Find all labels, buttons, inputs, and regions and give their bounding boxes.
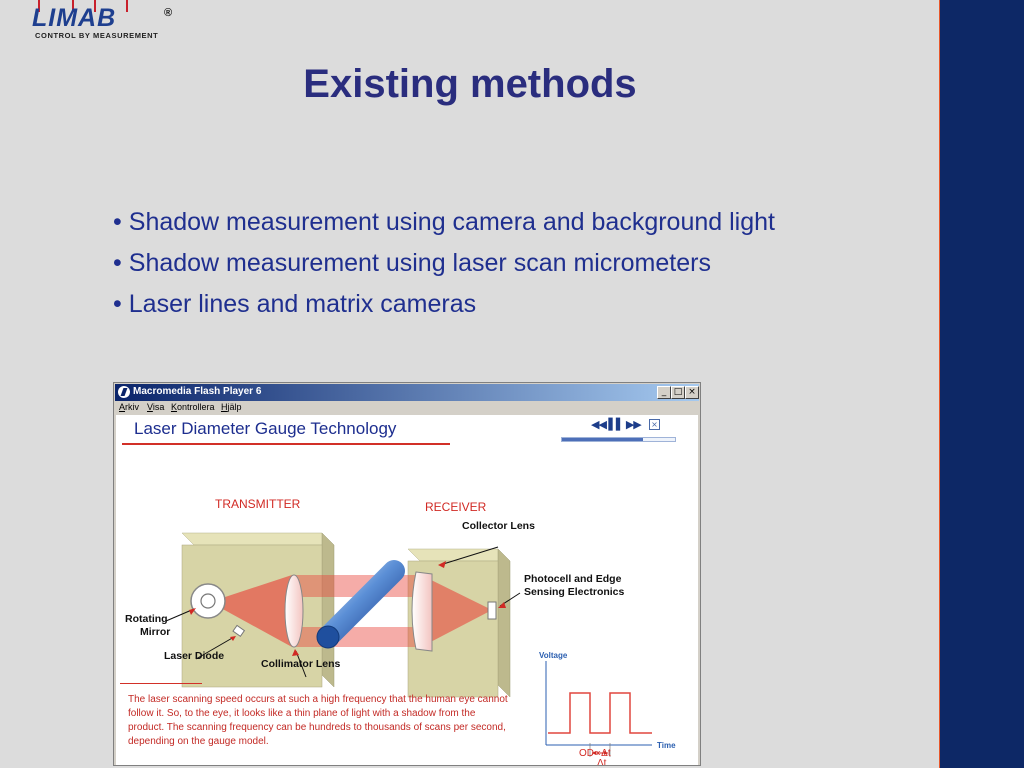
laser-diode-label: Laser Diode xyxy=(164,650,225,662)
menu-arkiv[interactable]: Arkiv xyxy=(119,402,140,412)
flash-app-icon xyxy=(118,386,130,398)
bullet-text: Shadow measurement using laser scan micrometers xyxy=(128,249,711,277)
photocell-label-line2: Sensing Electronics xyxy=(524,586,625,598)
bullet-item xyxy=(113,243,775,284)
collimator-lens-label: Collimator Lens xyxy=(261,658,341,670)
slide-title: Existing methods xyxy=(303,62,637,106)
logo-wordmark: LIMAB xyxy=(32,4,117,32)
logo-red-stripe xyxy=(126,0,128,12)
photocell-label-line1: Photocell and Edge xyxy=(524,573,622,585)
explanation-caption: The laser scanning speed occurs at such a high frequency that the human eye cannot follow it. So, to the eye, it looks like a thin plane of light with a shadow from the product. The scanning frequency can be hundreds to thousands of scans per second, depending on the gauge model. xyxy=(128,694,508,747)
menu-bar xyxy=(115,401,699,415)
collector-lens-icon xyxy=(412,572,432,651)
bullet-text: Laser lines and matrix cameras xyxy=(128,290,477,318)
square-wave-signal xyxy=(548,693,652,733)
bullet-item xyxy=(113,202,775,243)
animation-heading: Laser Diameter Gauge Technology xyxy=(134,419,397,438)
close-button[interactable]: × xyxy=(685,386,699,399)
menu-kontrollera[interactable]: Kontrollera xyxy=(171,402,215,412)
chart-y-label: Voltage xyxy=(539,651,568,660)
player-close-icon[interactable]: × xyxy=(649,419,660,430)
menu-visa[interactable]: Visa xyxy=(147,402,165,412)
logo-tagline: CONTROL BY MEASUREMENT xyxy=(35,31,159,40)
minimize-button[interactable]: _ xyxy=(657,386,671,399)
flash-content xyxy=(116,415,698,765)
delta-t-label: Δt xyxy=(597,758,607,765)
registered-mark: ® xyxy=(164,7,173,19)
bullet-item xyxy=(113,284,775,325)
maximize-button[interactable]: □ xyxy=(671,386,685,399)
bullet-dot: • xyxy=(113,290,122,318)
rotating-label: Rotating xyxy=(125,613,168,625)
chart-x-label: Time xyxy=(657,741,676,750)
caption-divider xyxy=(120,683,202,684)
playback-controls xyxy=(561,418,676,444)
transmitter-box-top xyxy=(182,533,334,545)
receiver-box-side xyxy=(498,549,510,697)
mirror-label: Mirror xyxy=(140,626,171,638)
menu-hjalp[interactable]: Hjälp xyxy=(221,402,242,412)
bullet-text: Shadow measurement using camera and background light xyxy=(128,208,775,236)
bullet-dot: • xyxy=(113,249,122,277)
collimator-lens-icon xyxy=(285,575,303,647)
heading-underline xyxy=(122,443,450,445)
play-pause-controls[interactable]: ◀◀ ▌▌ ▶▶ xyxy=(591,418,641,431)
laser-beam-lower xyxy=(292,627,421,647)
window-title: Macromedia Flash Player 6 xyxy=(133,386,262,397)
formula-label: OD∝Δt xyxy=(579,748,611,759)
flash-player-window xyxy=(113,382,701,766)
playback-progress-bar[interactable] xyxy=(561,437,676,442)
window-titlebar xyxy=(115,384,699,401)
photocell-icon xyxy=(488,602,496,619)
receiver-label: RECEIVER xyxy=(425,500,487,514)
right-decorative-band xyxy=(940,0,1024,768)
playback-progress-fill xyxy=(562,438,643,441)
limab-logo xyxy=(30,0,190,44)
collector-lens-label: Collector Lens xyxy=(462,520,535,532)
bullet-dot: • xyxy=(113,208,122,236)
transmitter-label: TRANSMITTER xyxy=(215,497,301,511)
bullet-list xyxy=(113,202,775,325)
